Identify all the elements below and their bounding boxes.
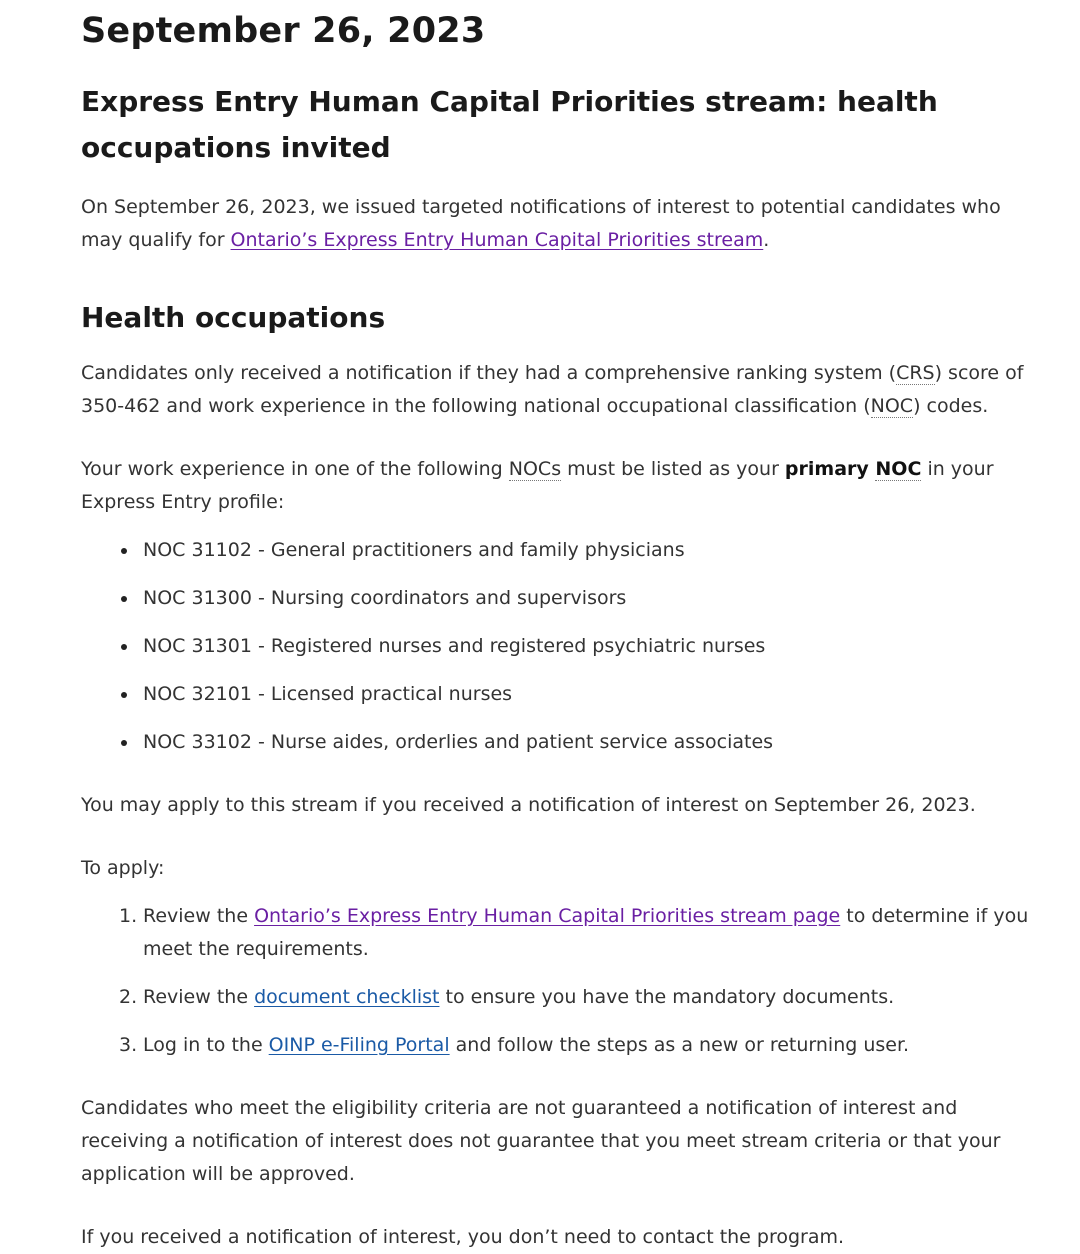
crs-text-3: ) codes. <box>913 395 989 417</box>
crs-paragraph <box>81 357 1030 423</box>
step-text: Log in to the <box>143 1034 269 1056</box>
nocs-abbr: NOCs <box>508 458 562 480</box>
may-apply-paragraph: You may apply to this stream if you received a notification of interest on September 26, 2023. <box>81 794 976 816</box>
primary-text-1: Your work experience in one of the following <box>81 458 509 480</box>
noc-list-item: NOC 31300 - Nursing coordinators and supervisors <box>143 582 1030 615</box>
primary-bold-text: primary <box>784 458 876 480</box>
apply-step <box>119 1029 1030 1062</box>
intro-text: On September 26, 2023, we issued targeted notifications of interest to potential candidates who may qualify for <box>81 196 1001 251</box>
crs-text-1: Candidates only received a notification if they had a comprehensive ranking system ( <box>81 362 897 384</box>
section-heading: Health occupations <box>81 301 386 334</box>
document-checklist-link[interactable]: document checklist <box>254 986 440 1008</box>
step-text: and follow the steps as a new or returning user. <box>449 1034 910 1056</box>
primary-text-3: in your Express Entry profile: <box>81 458 994 513</box>
apply-steps-list <box>81 900 1030 1062</box>
intro-paragraph <box>81 191 1030 257</box>
noc-list-item: NOC 31301 - Registered nurses and registered psychiatric nurses <box>143 630 1030 663</box>
noc-list-item: NOC 32101 - Licensed practical nurses <box>143 678 1030 711</box>
step-text: Review the <box>143 905 255 927</box>
news-subheading: Express Entry Human Capital Priorities stream: health occupations invited <box>81 85 938 164</box>
primary-text-2: must be listed as your <box>561 458 785 480</box>
hcp-stream-link[interactable]: Ontario’s Express Entry Human Capital Priorities stream <box>230 229 764 251</box>
hcp-stream-page-link[interactable]: Ontario’s Express Entry Human Capital Priorities stream page <box>254 905 841 927</box>
to-apply-label: To apply: <box>81 857 165 879</box>
noc-abbr: NOC <box>870 395 914 417</box>
step-number: 1. <box>119 905 138 927</box>
primary-noc-bold <box>785 458 921 481</box>
noc-list-item: NOC 31102 - General practitioners and family physicians <box>143 534 1030 567</box>
crs-abbr: CRS <box>896 362 935 384</box>
noc-list-item: NOC 33102 - Nurse aides, orderlies and patient service associates <box>143 726 1030 759</box>
disclaimer-paragraph: Candidates who meet the eligibility criteria are not guaranteed a notification of interest and receiving a notification of interest does not guarantee that you meet stream criteria or that your application will be approved. <box>81 1097 1001 1185</box>
date-heading: September 26, 2023 <box>81 11 486 51</box>
step-number: 3. <box>119 1034 138 1056</box>
apply-step <box>119 900 1030 966</box>
step-text: to determine if you meet the requirements. <box>143 905 1029 960</box>
intro-text-end: . <box>763 229 770 251</box>
step-text: to ensure you have the mandatory documents. <box>439 986 895 1008</box>
no-contact-paragraph: If you received a notification of interest, you don’t need to contact the program. <box>81 1226 845 1248</box>
apply-step <box>119 981 1030 1014</box>
noc-list <box>81 534 1030 759</box>
efiling-portal-link[interactable]: OINP e-Filing Portal <box>268 1034 450 1056</box>
step-text: Review the <box>143 986 255 1008</box>
step-number: 2. <box>119 986 138 1008</box>
crs-text-2: ) score of 350-462 and work experience in the following national occupational classification ( <box>81 362 1024 417</box>
primary-noc-paragraph <box>81 453 1030 519</box>
primary-noc-abbr: NOC <box>875 458 922 480</box>
